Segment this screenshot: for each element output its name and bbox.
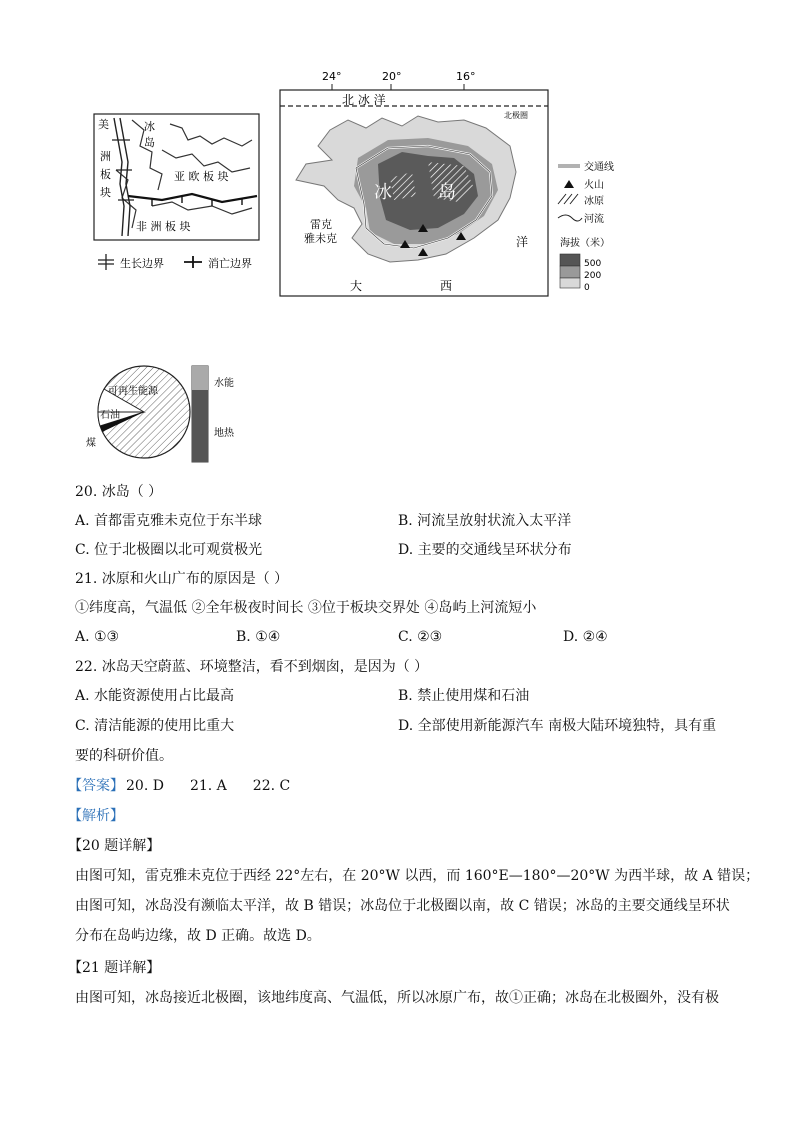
volcano-legend-icon (564, 180, 574, 188)
question-20-option-b: B. 河流呈放射状流入太平洋 (398, 513, 572, 529)
label-mei: 美 (98, 118, 109, 131)
label-ban: 板 (100, 168, 111, 181)
legend-ice: 冰原 (584, 196, 604, 207)
arctic-ocean-label: 北 冰 洋 (342, 93, 386, 107)
question-21-option-a: A. ①③ (75, 629, 120, 645)
elevation-500: 500 (584, 259, 602, 269)
answer-tag: 【答案】 (68, 778, 124, 794)
answer-item: 21. A (189, 778, 227, 794)
pie-label-coal: 煤 (86, 438, 96, 449)
analysis-21-heading: 【21 题详解】 (68, 960, 161, 976)
atlantic-label-yang: 洋 (516, 235, 529, 249)
atlantic-label-xi: 西 (440, 279, 453, 293)
bar-segment-geothermal (192, 390, 208, 462)
pie-label-oil: 石油 (100, 410, 120, 421)
analysis-20-line-2: 由图可知，冰岛没有濒临太平洋，故 B 错误；冰岛位于北极圈以南，故 C 错误；冰岛的主要交通线呈环状 (75, 898, 730, 914)
label-africa-plate: 非 洲 板 块 (136, 220, 191, 233)
question-20-option-a: A. 首都雷克雅未克位于东半球 (75, 513, 263, 529)
subduction-boundary-legend-icon (184, 256, 202, 268)
island-name-dao: 岛 (438, 182, 456, 203)
answer-row (68, 776, 316, 796)
question-22-option-d: D. 全部使用新能源汽车 南极大陆环境独特，具有重 (398, 718, 717, 734)
question-21-option-c: C. ②③ (398, 629, 443, 645)
label-eurasia-plate: 亚 欧 板 块 (174, 170, 229, 183)
plate-boundary-map (92, 110, 272, 280)
label-kuai: 块 (100, 186, 111, 199)
question-21-option-d: D. ②④ (563, 629, 608, 645)
question-22-stem: 22. 冰岛天空蔚蓝、环境整洁，看不到烟囱，是因为（ ） (75, 659, 429, 675)
pie-label-renewable: 可再生能源 (108, 386, 158, 397)
analysis-tag: 【解析】 (68, 808, 124, 824)
energy-structure-chart (80, 362, 250, 466)
question-21-statements: ①纬度高，气温低 ②全年极夜时间长 ③位于板块交界处 ④岛屿上河流短小 (75, 600, 537, 616)
analysis-20-line-3: 分布在岛屿边缘，故 D 正确。故选 D。 (75, 928, 321, 944)
question-22-continuation: 要的科研价值。 (75, 748, 173, 764)
legend-river: 河流 (584, 214, 604, 225)
legend-subduction-boundary: 消亡边界 (208, 257, 252, 270)
bar-label-geothermal: 地热 (214, 428, 234, 439)
longitude-16: 16° (456, 70, 476, 83)
analysis-20-heading: 【20 题详解】 (68, 838, 161, 854)
answer-item: 20. D (126, 778, 164, 794)
elevation-200: 200 (584, 271, 602, 281)
question-22-option-c: C. 清洁能源的使用比重大 (75, 718, 235, 734)
bar-label-hydro: 水能 (214, 378, 234, 389)
legend-growth-boundary: 生长边界 (120, 257, 164, 270)
iceland-map (278, 68, 614, 300)
longitude-24: 24° (322, 70, 342, 83)
legend-volcano: 火山 (584, 180, 604, 191)
ice-legend-icon (558, 194, 578, 204)
analysis-21-line-1: 由图可知，冰岛接近北极圈，该地纬度高、气温低，所以冰原广布，故①正确；冰岛在北极圈外，没有极 (75, 990, 719, 1006)
river-legend-icon (558, 215, 582, 221)
growth-boundary-legend-icon (98, 254, 114, 270)
question-21-option-b: B. ①④ (236, 629, 281, 645)
island-name-bing: 冰 (374, 182, 392, 203)
label-bing: 冰 (144, 120, 155, 133)
question-20-option-d: D. 主要的交通线呈环状分布 (398, 542, 572, 558)
legend-road: 交通线 (584, 162, 614, 173)
label-zhou: 洲 (100, 150, 111, 163)
capital-label-2: 雅未克 (304, 232, 337, 245)
analysis-20-line-1: 由图可知，雷克雅未克位于西经 22°左右，在 20°W 以西，而 160°E—180°—20°W 为西半球，故 A 错误； (75, 868, 760, 884)
label-dao: 岛 (144, 136, 155, 149)
arctic-circle-label: 北极圈 (504, 111, 528, 120)
longitude-20: 20° (382, 70, 402, 83)
legend-elevation-title: 海拔（米） (560, 238, 610, 249)
answer-item: 22. C (252, 778, 291, 794)
elevation-0: 0 (584, 283, 590, 293)
question-21-stem: 21. 冰原和火山广布的原因是（ ） (75, 571, 289, 587)
question-22-option-a: A. 水能资源使用占比最高 (75, 688, 235, 704)
atlantic-label-da: 大 (350, 279, 363, 293)
question-20-stem: 20. 冰岛（ ） (75, 484, 163, 500)
capital-label-1: 雷克 (310, 218, 332, 231)
question-20-option-c: C. 位于北极圈以北可观赏极光 (75, 542, 263, 558)
question-22-option-b: B. 禁止使用煤和石油 (398, 688, 530, 704)
bar-segment-hydro (192, 366, 208, 390)
